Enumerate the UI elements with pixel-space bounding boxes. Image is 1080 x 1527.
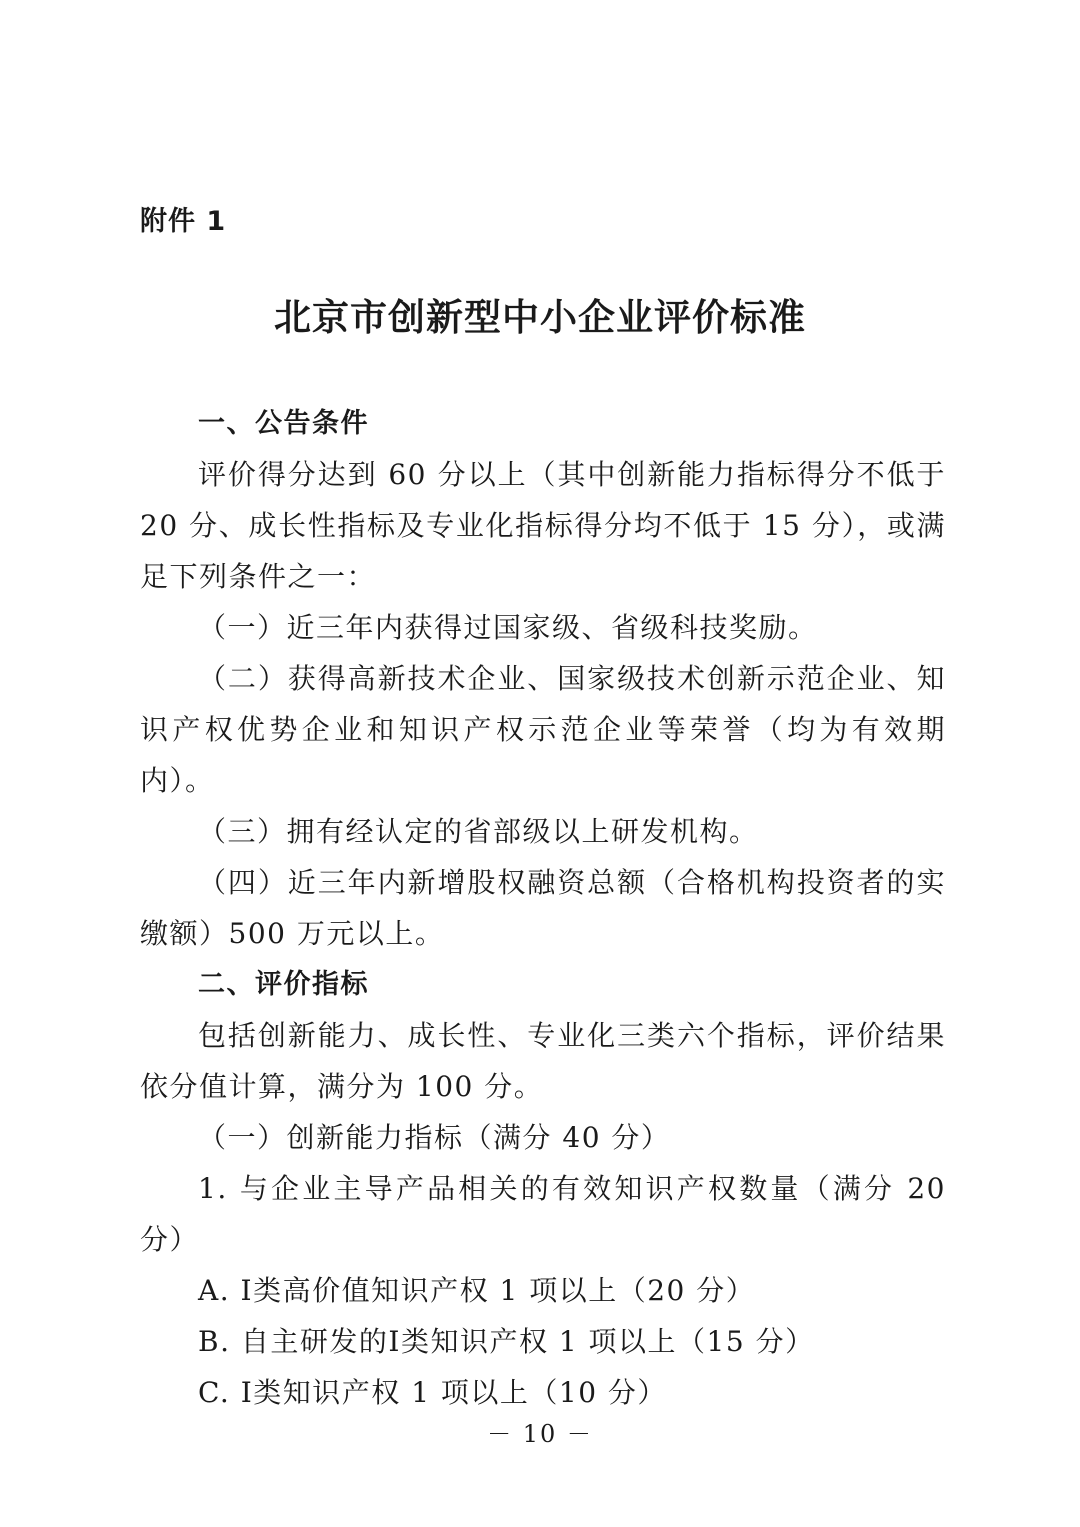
paragraph: （四）近三年内新增股权融资总额（合格机构投资者的实缴额）500 万元以上。 [140,866,946,950]
paragraph: （一）创新能力指标（满分 40 分） [198,1121,671,1154]
paragraph: （三）拥有经认定的省部级以上研发机构。 [198,815,759,848]
paragraph: （二）获得高新技术企业、国家级技术创新示范企业、知识产权优势企业和知识产权示范企业等荣誉（均为有效期内）。 [140,662,946,797]
document-title: 北京市创新型中小企业评价标准 [274,296,806,339]
paragraph: 包括创新能力、成长性、专业化三类六个指标，评价结果依分值计算，满分为 100 分。 [140,1019,946,1103]
list-item: C. Ⅰ类知识产权 1 项以上（10 分） [198,1376,667,1409]
section-heading: 一、公告条件 [198,408,369,439]
list-item: B. 自主研发的Ⅰ类知识产权 1 项以上（15 分） [198,1325,815,1358]
page-number: － 10 － [487,1420,593,1448]
attachment-label: 附件 1 [140,206,227,237]
document-body [140,398,946,1418]
list-item: A. Ⅰ类高价值知识产权 1 项以上（20 分） [198,1274,756,1307]
section-heading: 二、评价指标 [198,969,369,1000]
paragraph: 1. 与企业主导产品相关的有效知识产权数量（满分 20 分） [140,1172,946,1256]
paragraph: （一）近三年内获得过国家级、省级科技奖励。 [198,611,818,644]
paragraph: 评价得分达到 60 分以上（其中创新能力指标得分不低于 20 分、成长性指标及专业化指标得分均不低于 15 分），或满足下列条件之一： [140,458,946,593]
